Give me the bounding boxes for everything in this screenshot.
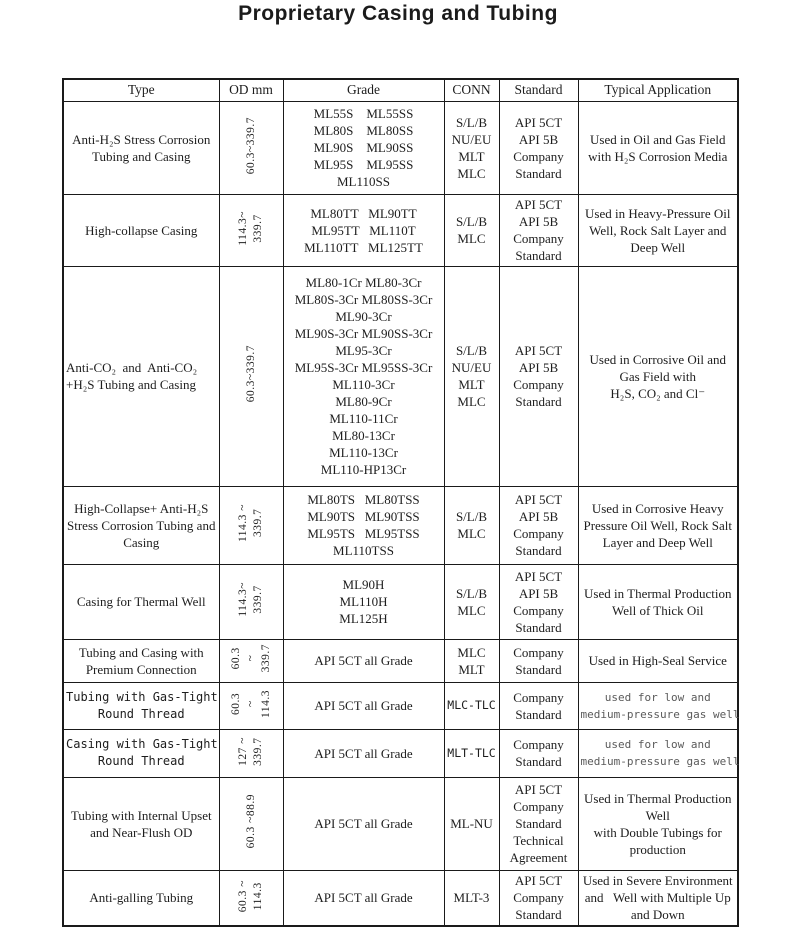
cell-line: Anti-galling Tubing: [89, 890, 194, 906]
cell-lines: [286, 889, 442, 906]
standard-cell: [499, 194, 578, 266]
cell-lines: [66, 807, 217, 841]
od-rotated-text: [229, 644, 274, 672]
page-title: Proprietary Casing and Tubing: [238, 2, 558, 25]
cell-lines: [581, 790, 736, 858]
cell-line: MLC: [457, 526, 486, 541]
cell-line: Standard: [515, 619, 562, 635]
header-row: [63, 79, 738, 101]
cell-line: ML90TS ML90TSS: [307, 509, 420, 524]
cell-line: 60.3: [229, 692, 242, 715]
standard-cell: [499, 729, 578, 777]
type-cell: [63, 639, 219, 682]
grade-cell: [283, 639, 444, 682]
od-cell: [219, 564, 283, 639]
cell-line: Standard: [515, 754, 562, 769]
od-cell: [219, 486, 283, 564]
cell-line: API 5CT all Grade: [314, 698, 413, 713]
cell-line: ML80-9Cr: [335, 394, 392, 409]
cell-line: Pressure Oil Well, Rock Salt: [583, 517, 733, 533]
application-cell: [578, 266, 738, 486]
cell-line: ML110-HP13Cr: [320, 462, 407, 477]
cell-lines: [286, 697, 442, 714]
column-header-label: CONN: [452, 82, 491, 98]
cell-line: ML80TT ML90TT: [310, 205, 417, 221]
cell-line: API 5B: [518, 214, 559, 229]
cell-line: Standard: [515, 706, 562, 722]
grade-cell: [283, 729, 444, 777]
cell-line: S/L/B: [455, 214, 488, 229]
cell-line: API 5CT all Grade: [314, 653, 413, 668]
cell-line: Tubing with Gas-Tight: [66, 689, 218, 704]
cell-line: MLT: [458, 661, 485, 677]
cell-line: ~: [244, 700, 257, 707]
cell-line: Used in Corrosive Oil and: [589, 351, 726, 367]
grade-cell: [283, 194, 444, 266]
standard-cell: [499, 777, 578, 870]
cell-lines: [66, 736, 217, 770]
cell-line: Tubing with Internal Upset: [70, 807, 212, 823]
cell-lines: [66, 222, 217, 239]
cell-line: ~: [244, 655, 257, 662]
cell-line: Standard: [515, 907, 562, 923]
cell-lines: [502, 491, 576, 559]
conn-cell: [444, 682, 499, 729]
cell-lines: [580, 689, 740, 723]
table-row-high-collapse: [63, 194, 738, 266]
type-cell: [63, 682, 219, 729]
cell-line: Standard: [515, 816, 562, 831]
cell-lines: [502, 114, 576, 182]
cell-lines: [286, 491, 442, 559]
cell-line: Technical: [513, 833, 564, 848]
cell-line: Stress Corrosion Tubing and: [67, 517, 216, 533]
cell-line: ML-NU: [450, 816, 493, 831]
cell-line: Anti-CO₂ and Anti-CO₂: [66, 360, 198, 375]
cell-line: Premium Connection: [85, 661, 197, 677]
cell-line: Company: [513, 526, 564, 541]
cell-lines: [581, 500, 736, 551]
cell-line: S/L/B: [455, 585, 488, 601]
column-header-type: [63, 79, 219, 101]
cell-line: API 5CT: [514, 492, 563, 507]
cell-line: ML90H: [342, 577, 385, 592]
cell-line: API 5B: [518, 509, 559, 524]
cell-line: medium-pressure gas well: [580, 707, 740, 721]
cell-line: High-Collapse+ Anti-H₂S: [74, 500, 209, 516]
cell-line: Used in Severe Environment: [582, 873, 733, 889]
cell-lines: [581, 205, 736, 256]
column-header-grade: [283, 79, 444, 101]
cell-lines: [66, 889, 217, 906]
column-header-standard: [499, 79, 578, 101]
cell-line: MLC: [457, 394, 486, 409]
table-row-anti-galling: [63, 870, 738, 926]
cell-line: production: [629, 841, 686, 857]
standard-cell: [499, 486, 578, 564]
application-cell: [578, 682, 738, 729]
od-rotated-text: [244, 794, 259, 848]
cell-lines: [286, 576, 442, 627]
column-header-application: [578, 79, 738, 101]
cell-line: MLC-TLC: [447, 698, 496, 712]
grade-cell: [283, 870, 444, 926]
cell-line: ML95-3Cr: [335, 343, 392, 358]
cell-line: with H₂S Corrosion Media: [588, 148, 728, 164]
application-cell: [578, 194, 738, 266]
cell-line: ML110SS: [337, 174, 390, 189]
od-cell: [219, 729, 283, 777]
standard-cell: [499, 564, 578, 639]
cell-line: and Well with Multiple Up: [584, 890, 731, 906]
cell-line: ML110-3Cr: [332, 377, 395, 392]
cell-line: API 5CT: [514, 873, 563, 889]
application-cell: [578, 777, 738, 870]
cell-line: API 5CT all Grade: [314, 745, 413, 761]
table-row-anti-h2s: [63, 101, 738, 194]
cell-line: 60.3 ~: [237, 879, 249, 912]
application-cell: [578, 101, 738, 194]
cell-lines: [447, 644, 497, 678]
cell-line: API 5CT: [514, 114, 563, 130]
cell-line: Layer and Deep Well: [602, 534, 713, 550]
table-row-high-collapse-anti-h2s: [63, 486, 738, 564]
cell-lines: [286, 105, 442, 190]
od-rotated-text: [236, 737, 266, 766]
conn-cell: [444, 194, 499, 266]
cell-line: +H₂S Tubing and Casing: [66, 377, 196, 392]
cell-line: Round Thread: [97, 706, 185, 721]
cell-line: 114.3: [259, 689, 272, 718]
casing-tubing-table: [62, 78, 739, 927]
grade-cell: [283, 564, 444, 639]
cell-line: ML125H: [339, 611, 388, 626]
cell-lines: [286, 815, 442, 832]
application-cell: [578, 486, 738, 564]
cell-lines: [447, 585, 497, 619]
cell-line: Standard: [515, 394, 562, 409]
grade-cell: [283, 266, 444, 486]
cell-line: ML80TS ML80TSS: [307, 492, 420, 507]
cell-line: Used in High-Seal Service: [588, 653, 727, 668]
od-cell: [219, 682, 283, 729]
od-cell: [219, 870, 283, 926]
cell-line: 60.3 ~88.9: [244, 794, 257, 849]
cell-lines: [502, 872, 576, 923]
cell-line: ML95TT ML110T: [311, 222, 416, 238]
cell-line: MLT: [458, 377, 485, 392]
table-row-anti-co2: [63, 266, 738, 486]
column-header-label: Typical Application: [604, 82, 712, 98]
column-header-conn: [444, 79, 499, 101]
cell-line: API 5B: [518, 360, 559, 375]
cell-lines: [581, 351, 736, 402]
table-row-internal-upset: [63, 777, 738, 870]
cell-line: NU/EU: [451, 360, 492, 375]
cell-line: Used in Oil and Gas Field: [590, 131, 726, 147]
cell-line: API 5CT: [514, 568, 563, 584]
cell-lines: [286, 745, 442, 762]
cell-line: ML80-13Cr: [332, 428, 395, 443]
table-row-premium-connection: [63, 639, 738, 682]
cell-line: Standard: [515, 165, 562, 181]
od-cell: [219, 777, 283, 870]
standard-cell: [499, 101, 578, 194]
cell-lines: [66, 689, 217, 723]
cell-line: ML95S-3Cr ML95SS-3Cr: [294, 360, 433, 375]
cell-line: 339.7: [252, 508, 264, 538]
cell-line: 60.3: [229, 647, 242, 670]
type-cell: [63, 266, 219, 486]
cell-line: Company: [513, 148, 564, 164]
cell-lines: [581, 872, 736, 923]
od-cell: [219, 639, 283, 682]
cell-line: Used in Thermal Production: [584, 585, 732, 601]
cell-lines: [66, 359, 217, 393]
cell-line: 339.7: [252, 736, 264, 766]
standard-cell: [499, 870, 578, 926]
cell-line: ML95S ML95SS: [313, 157, 414, 172]
od-cell: [219, 101, 283, 194]
cell-line: Anti-H₂S Stress Corrosion: [72, 131, 211, 147]
cell-line: ML80S ML80SS: [313, 123, 414, 138]
cell-lines: [581, 131, 736, 165]
cell-line: API 5B: [518, 131, 559, 147]
cell-lines: [447, 114, 497, 182]
cell-lines: [502, 342, 576, 410]
cell-line: MLT-TLC: [447, 745, 496, 760]
cell-line: Company: [513, 602, 564, 618]
cell-line: ML90S-3Cr ML90SS-3Cr: [294, 326, 433, 341]
cell-line: Company: [513, 799, 564, 814]
column-header-od: [219, 79, 283, 101]
cell-line: ML90S ML90SS: [313, 140, 414, 155]
cell-line: Casing with Gas-Tight: [66, 737, 218, 751]
cell-line: used for low and: [604, 738, 711, 751]
cell-line: Well of Thick Oil: [611, 602, 704, 618]
grade-cell: [283, 682, 444, 729]
cell-lines: [502, 781, 576, 866]
cell-line: 114.3~: [237, 582, 249, 617]
cell-line: API 5CT: [514, 782, 563, 797]
cell-lines: [447, 745, 497, 762]
application-cell: [578, 639, 738, 682]
cell-line: Casing for Thermal Well: [76, 594, 206, 609]
cell-line: ML95TS ML95TSS: [307, 526, 420, 541]
cell-lines: [580, 736, 740, 770]
cell-line: Gas Field with: [619, 368, 697, 384]
od-cell: [219, 194, 283, 266]
conn-cell: [444, 870, 499, 926]
cell-lines: [66, 593, 217, 610]
cell-line: API 5CT all Grade: [314, 816, 413, 831]
cell-lines: [581, 585, 736, 619]
application-cell: [578, 729, 738, 777]
cell-lines: [502, 568, 576, 636]
cell-line: MLC: [457, 165, 486, 181]
cell-line: Deep Well: [630, 239, 686, 255]
cell-line: Casing: [123, 534, 160, 550]
cell-line: S/L/B: [455, 343, 488, 358]
cell-line: H₂S, CO₂ and Cl⁻: [610, 385, 706, 401]
cell-lines: [66, 644, 217, 678]
column-header-label: Standard: [514, 82, 563, 98]
cell-line: Standard: [515, 661, 562, 677]
standard-cell: [499, 682, 578, 729]
cell-line: Agreement: [509, 850, 568, 865]
cell-line: S/L/B: [455, 509, 488, 524]
od-cell: [219, 266, 283, 486]
conn-cell: [444, 564, 499, 639]
cell-lines: [447, 889, 497, 906]
cell-line: ML80S-3Cr ML80SS-3Cr: [294, 292, 433, 307]
application-cell: [578, 870, 738, 926]
cell-lines: [66, 500, 217, 551]
cell-line: and Down: [630, 907, 685, 923]
conn-cell: [444, 486, 499, 564]
cell-line: ML55S ML55SS: [313, 106, 414, 121]
cell-line: API 5CT: [514, 343, 563, 358]
cell-line: Used in Thermal Production: [584, 790, 732, 806]
cell-line: High-collapse Casing: [85, 222, 198, 238]
cell-line: Used in Corrosive Heavy: [591, 500, 724, 516]
cell-line: Company: [513, 231, 564, 246]
cell-line: 60.3~339.7: [244, 116, 257, 175]
table-row-thermal-casing: [63, 564, 738, 639]
cell-line: 114.3 ~: [237, 503, 249, 543]
cell-line: 339.7: [259, 644, 272, 673]
cell-lines: [447, 697, 497, 714]
column-header-label: Type: [127, 82, 155, 98]
cell-lines: [447, 815, 497, 832]
type-cell: [63, 194, 219, 266]
grade-cell: [283, 486, 444, 564]
od-rotated-text: [229, 690, 274, 718]
cell-line: 114.3~: [237, 210, 249, 246]
cell-line: Company: [513, 377, 564, 392]
cell-line: Standard: [515, 248, 562, 263]
od-rotated-text: [236, 880, 266, 912]
type-cell: [63, 777, 219, 870]
cell-line: 114.3: [252, 881, 264, 910]
cell-line: MLT-3: [453, 890, 490, 906]
cell-line: 339.7: [252, 213, 264, 243]
cell-line: MLC: [457, 644, 486, 660]
od-rotated-text: [236, 211, 266, 246]
column-header-label: Grade: [347, 82, 380, 98]
od-rotated-text: [244, 345, 259, 402]
cell-line: 339.7: [252, 585, 264, 614]
cell-lines: [286, 205, 442, 256]
type-cell: [63, 564, 219, 639]
grade-cell: [283, 101, 444, 194]
cell-line: MLC: [457, 602, 486, 618]
cell-line: Company: [513, 737, 564, 752]
type-cell: [63, 729, 219, 777]
cell-line: Well: [645, 807, 670, 823]
od-rotated-text: [236, 582, 266, 617]
conn-cell: [444, 266, 499, 486]
cell-lines: [502, 736, 576, 770]
table-row-tubing-gas-tight: [63, 682, 738, 729]
cell-line: S/L/B: [455, 114, 488, 130]
cell-line: with Double Tubings for: [593, 824, 722, 840]
conn-cell: [444, 729, 499, 777]
cell-lines: [581, 652, 736, 669]
od-rotated-text: [244, 117, 259, 174]
type-cell: [63, 486, 219, 564]
cell-lines: [447, 213, 497, 247]
cell-line: ML110TSS: [333, 543, 394, 558]
cell-lines: [447, 508, 497, 542]
cell-lines: [286, 274, 442, 478]
cell-line: Standard: [515, 543, 562, 558]
cell-line: MLT: [458, 148, 485, 164]
cell-line: API 5CT all Grade: [314, 890, 413, 906]
cell-line: Company: [513, 890, 564, 906]
cell-line: ML110-11Cr: [329, 411, 398, 426]
cell-line: API 5CT: [514, 197, 563, 212]
cell-line: ML80-1Cr ML80-3Cr: [305, 275, 422, 290]
table-row-casing-gas-tight: [63, 729, 738, 777]
cell-lines: [502, 644, 576, 678]
cell-line: Tubing and Casing with: [78, 644, 204, 660]
grade-cell: [283, 777, 444, 870]
cell-line: Company: [513, 644, 564, 660]
cell-line: ML110TT ML125TT: [304, 239, 423, 255]
standard-cell: [499, 639, 578, 682]
cell-line: NU/EU: [451, 131, 492, 147]
cell-line: medium-pressure gas well: [580, 755, 740, 768]
standard-cell: [499, 266, 578, 486]
column-header-label: OD mm: [229, 82, 273, 98]
cell-line: ML110-13Cr: [329, 445, 398, 460]
cell-line: Used in Heavy-Pressure Oil: [585, 205, 731, 221]
type-cell: [63, 870, 219, 926]
od-rotated-text: [236, 504, 266, 542]
conn-cell: [444, 777, 499, 870]
cell-line: API 5B: [518, 585, 559, 601]
cell-line: and Near-Flush OD: [90, 824, 193, 840]
cell-line: Well, Rock Salt Layer and: [589, 222, 727, 238]
cell-line: ML110H: [339, 594, 388, 609]
cell-lines: [502, 689, 576, 723]
cell-line: MLC: [457, 231, 486, 246]
cell-line: 127 ~: [237, 736, 249, 766]
type-cell: [63, 101, 219, 194]
cell-lines: [502, 196, 576, 264]
cell-line: Round Thread: [97, 754, 185, 768]
cell-line: 60.3~339.7: [244, 345, 257, 403]
cell-line: Company: [513, 689, 564, 705]
conn-cell: [444, 639, 499, 682]
cell-line: Tubing and Casing: [92, 148, 191, 164]
cell-lines: [286, 652, 442, 669]
conn-cell: [444, 101, 499, 194]
cell-line: ML90-3Cr: [335, 309, 392, 324]
application-cell: [578, 564, 738, 639]
cell-lines: [66, 131, 217, 165]
cell-line: used for low and: [604, 690, 711, 704]
cell-lines: [447, 342, 497, 410]
